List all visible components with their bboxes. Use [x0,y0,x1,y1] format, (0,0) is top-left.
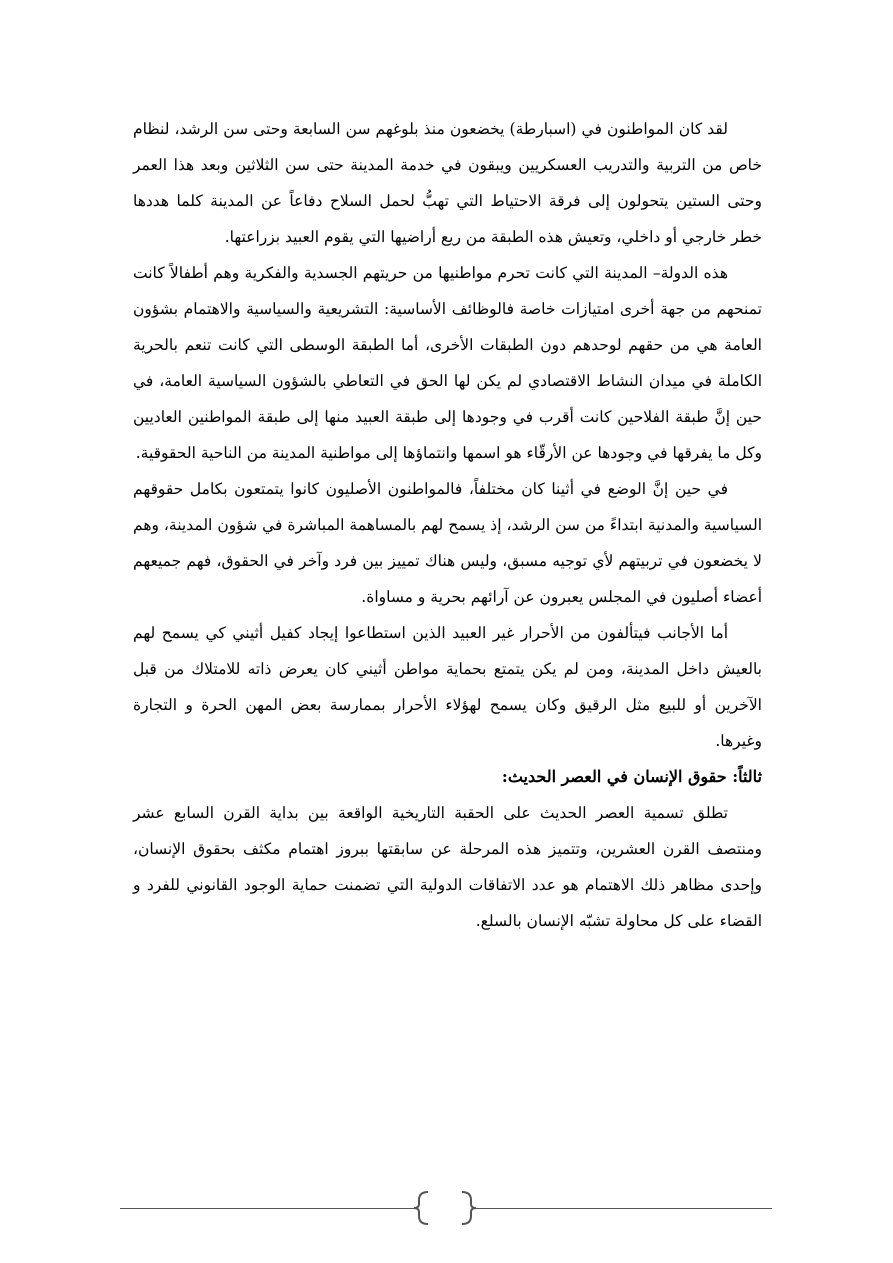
paragraph-athens: في حين إنَّ الوضع في أثينا كان مختلفاً، فالمواطنون الأصليون كانوا يتمتعون بكامل حقوقهم السياسية والمدنية ابتداءً من سن الرشد، إذ يسمح لهم بالمساهمة المباشرة في شؤون المدينة، وهم لا يخضعون في تربيتهم لأي توجيه مسبق، وليس هناك تمييز بين فرد وآخر في الحقوق، فهم جميعهم أعضاء أصليون في المجلس يعبرون عن آرائهم بحرية و مساواة. [133,480,762,606]
paragraph-modern-era: تطلق تسمية العصر الحديث على الحقبة التاريخية الواقعة بين بداية القرن السابع عشر ومنتصف القرن العشرين، وتتميز هذه المرحلة عن سابقتها ببروز اهتمام مكثف بحقوق الإنسان، وإحدى مظاهر ذلك الاهتمام هو عدد الاتفاقات الدولية التي تضمنت حماية الوجود القانوني للفرد و القضاء على كل محاولة تشبّه الإنسان بالسلع. [133,804,762,930]
footer-rule-left [120,1208,418,1209]
footer-bracket-right-icon [456,1190,478,1226]
section-heading: ثالثاً: حقوق الإنسان في العصر الحديث: [501,767,762,786]
page-footer [120,1190,772,1226]
document-body [133,111,762,939]
paragraph-sparta: لقد كان المواطنون في (اسبارطة) يخضعون منذ بلوغهم سن السابعة وحتى سن الرشد، لنظام خاص من التربية والتدريب العسكريين ويبقون في خدمة المدينة حتى سن الثلاثين وبعد هذا العمر وحتى الستين يتحولون إلى فرقة الاحتياط التي تهبُّ لحمل السلاح دفاعاً عن المدينة كلما هددها خطر خارجي أو داخلي، وتعيش هذه الطبقة من ريع أراضيها التي يقوم العبيد بزراعتها. [133,120,762,246]
paragraph-foreigners: أما الأجانب فيتألفون من الأحرار غير العبيد الذين استطاعوا إيجاد كفيل أثيني كي يسمح لهم بالعيش داخل المدينة، ومن لم يكن يتمتع بحماية مواطن أثيني كان يعرض ذاته للامتلاك من قبل الآخرين أو للبيع مثل الرقيق وكان يسمح لهؤلاء الأحرار بممارسة بعض المهن الحرة و التجارة وغيرها. [133,624,762,750]
footer-bracket-left-icon [412,1190,434,1226]
paragraph-city-state: هذه الدولة– المدينة التي كانت تحرم مواطنيها من حريتهم الجسدية والفكرية وهم أطفالاً كانت تمنحهم من جهة أخرى امتيازات خاصة فالوظائف الأساسية: التشريعية والسياسية والاهتمام بشؤون العامة هي من حقهم لوحدهم دون الطبقات الأخرى، أما الطبقة الوسطى التي كانت تنعم بالحرية الكاملة في ميدان النشاط الاقتصادي لم يكن لها الحق في التعاطي بالشؤون السياسية العامة، في حين إنَّ طبقة الفلاحين كانت أقرب في وجودها إلى طبقة العبيد منها إلى طبقة المواطنين العاديين وكل ما يفرقها في وجودها عن الأرقّاء هو اسمها وانتماؤها إلى مواطنية المدينة من الناحية الحقوقية. [133,264,762,462]
footer-rule-right [475,1208,772,1209]
